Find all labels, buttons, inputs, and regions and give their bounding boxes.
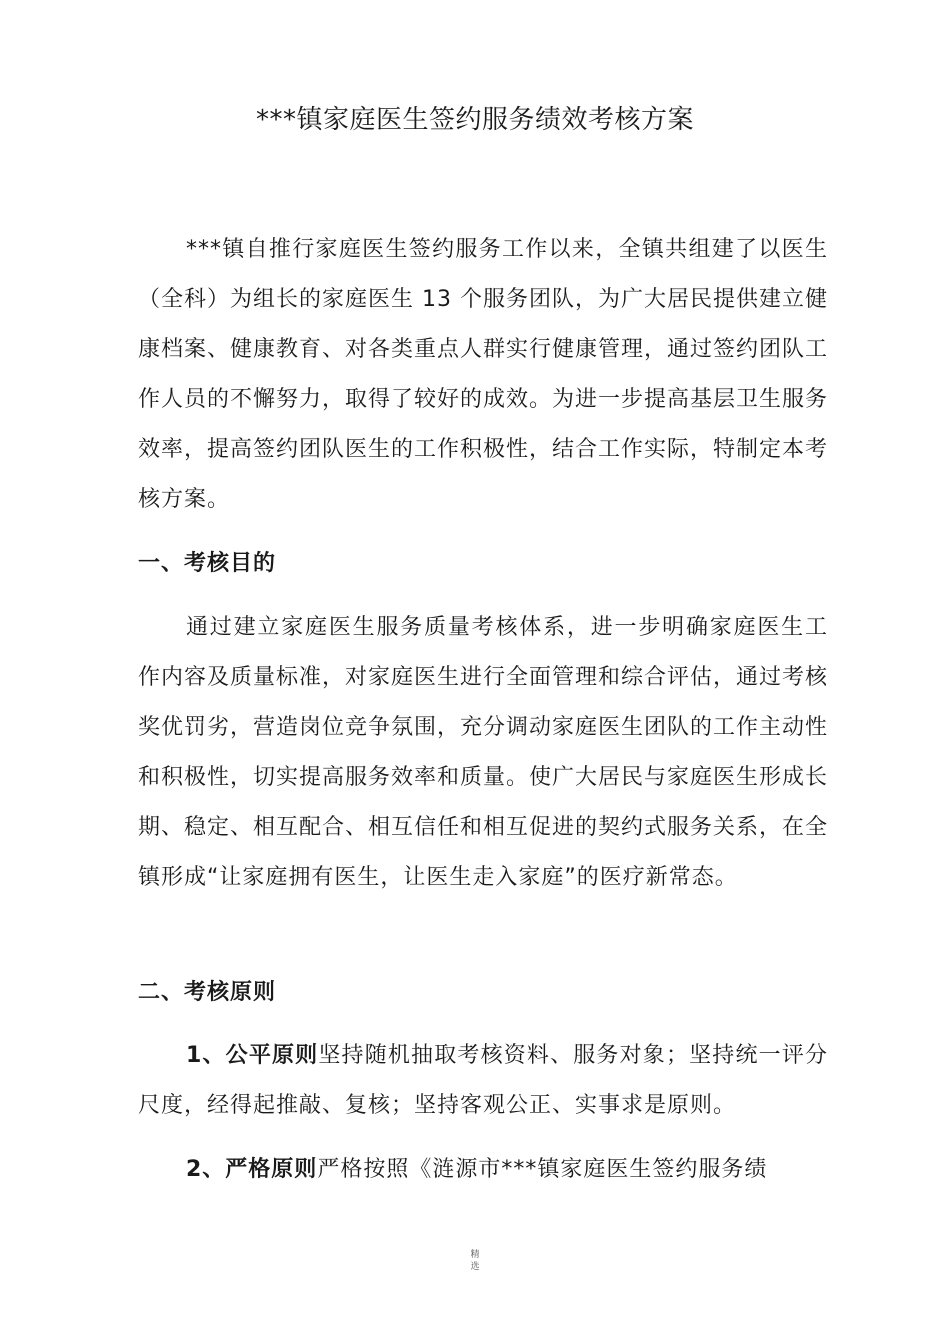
page-footer xyxy=(0,1249,950,1273)
principle-2-label: 2、严格原则 xyxy=(186,1157,318,1182)
section-1-heading-block xyxy=(138,539,828,589)
document-title: ***镇家庭医生签约服务绩效考核方案 xyxy=(255,105,694,135)
section-1-body-block xyxy=(138,603,828,903)
principle-1-paragraph xyxy=(138,1031,828,1131)
section-1-body: 通过建立家庭医生服务质量考核体系，进一步明确家庭医生工作内容及质量标准，对家庭医生进行全面管理和综合评估，通过考核奖优罚劣，营造岗位竞争氛围，充分调动家庭医生团队的工作主动性和积极性，切实提高服务效率和质量。使广大居民与家庭医生形成长期、稳定、相互配合、相互信任和相互促进的契约式服务关系，在全镇形成“让家庭拥有医生，让医生走入家庭”的医疗新常态。 xyxy=(138,615,829,890)
principle-1-label: 1、公平原则 xyxy=(186,1043,319,1068)
principle-2-text: 严格按照《涟源市***镇家庭医生签约服务绩 xyxy=(317,1157,768,1182)
footer-line-2: 选 xyxy=(470,1262,480,1272)
footer-line-1: 精 xyxy=(470,1250,480,1260)
principle-2-paragraph xyxy=(138,1145,828,1195)
intro-paragraph-block xyxy=(138,225,828,525)
intro-paragraph: ***镇自推行家庭医生签约服务工作以来，全镇共组建了以医生（全科）为组长的家庭医生 13 个服务团队，为广大居民提供建立健康档案、健康教育、对各类重点人群实行健康管理，通过签约团队工作人员的不懈努力，取得了较好的成效。为进一步提高基层卫生服务效率，提高签约团队医生的工作积极性，结合工作实际，特制定本考核方案。 xyxy=(138,237,829,512)
section-2-heading-block xyxy=(138,968,828,1018)
principle-2-block xyxy=(138,1145,828,1195)
section-2-heading: 二、考核原则 xyxy=(138,980,277,1005)
section-1-heading: 一、考核目的 xyxy=(138,551,277,576)
principle-1-block xyxy=(138,1031,828,1131)
principle-1-text: 坚持随机抽取考核资料、服务对象；坚持统一评分尺度，经得起推敲、复核；坚持客观公正、实事求是原则。 xyxy=(138,1043,828,1118)
